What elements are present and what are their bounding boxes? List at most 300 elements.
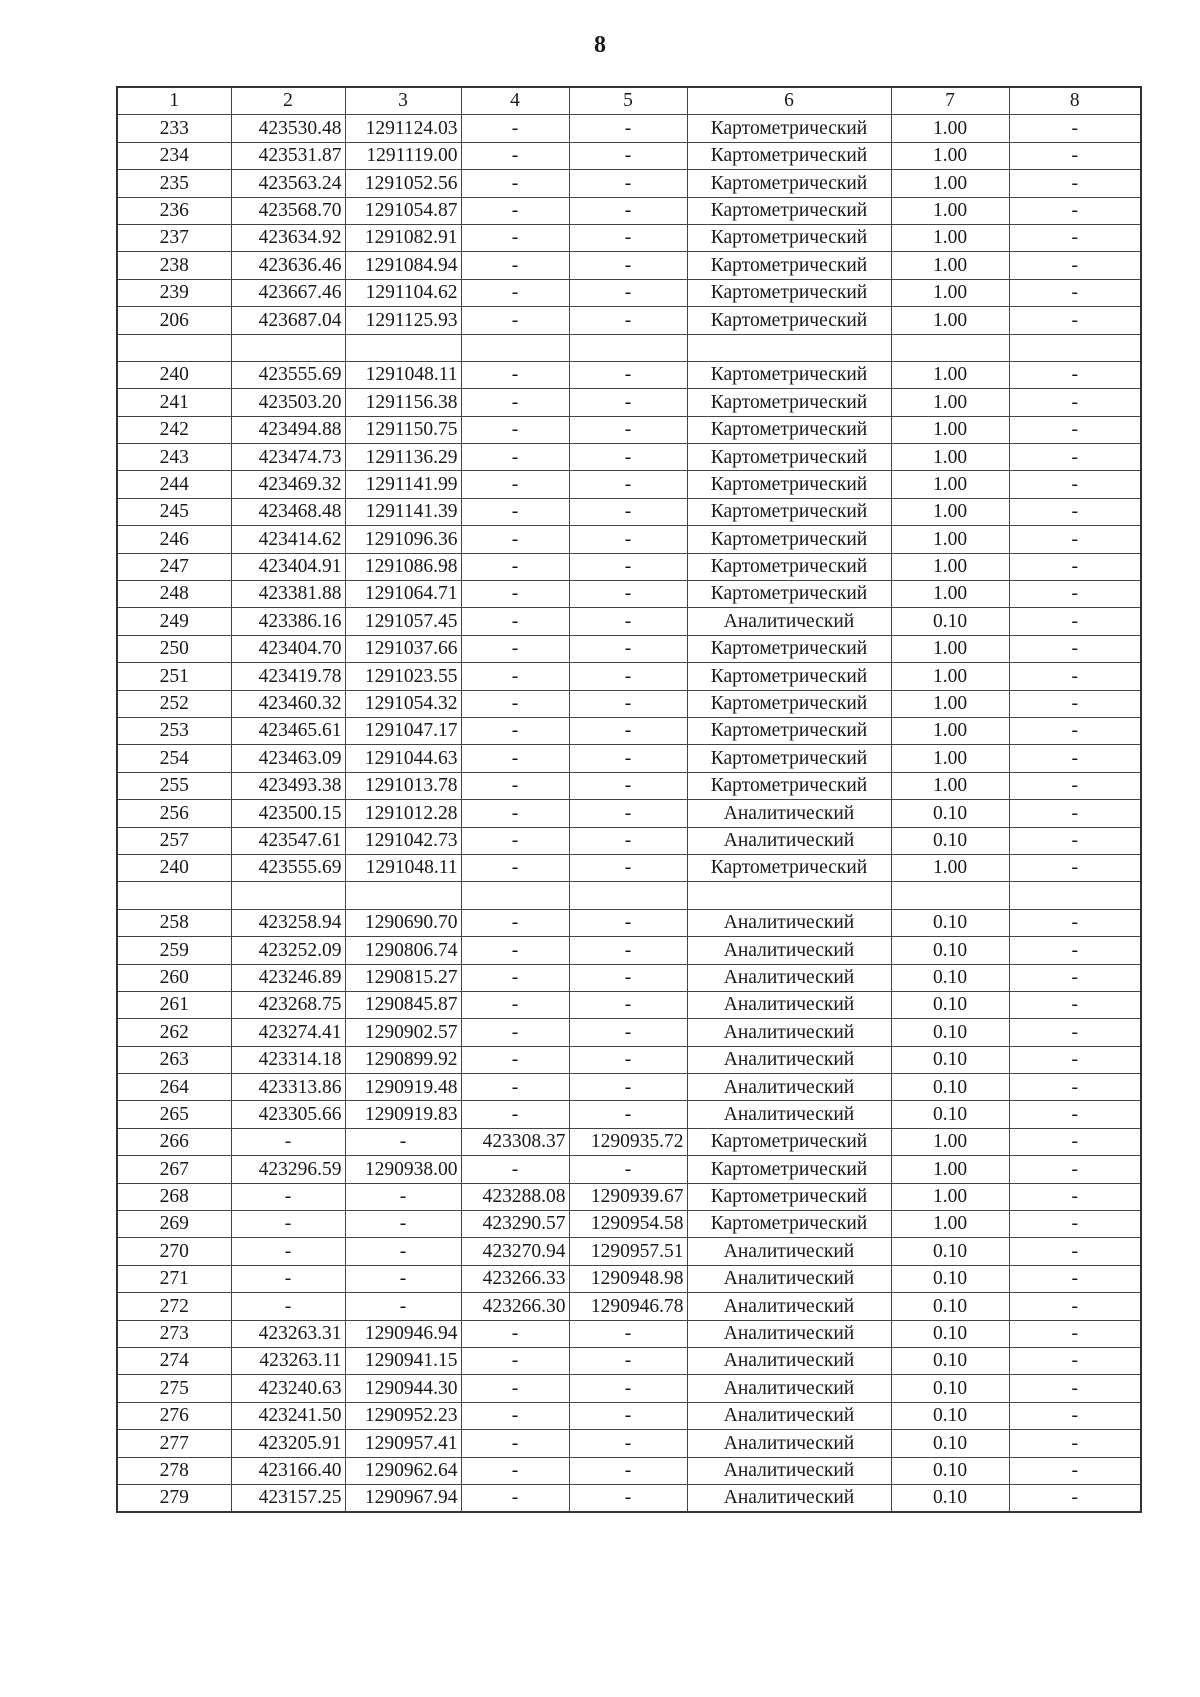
table-cell-col-7: 1.00 — [891, 635, 1009, 662]
table-cell-col-1: 247 — [117, 553, 231, 580]
table-cell-col-2: 423500.15 — [231, 800, 345, 827]
table-cell-col-1: 251 — [117, 663, 231, 690]
table-cell-col-8: - — [1009, 1347, 1141, 1374]
table-cell-col-6: Аналитический — [687, 608, 891, 635]
table-cell-col-6: Аналитический — [687, 909, 891, 936]
table-row — [117, 937, 1141, 964]
table-row — [117, 1430, 1141, 1457]
table-cell-col-6: Картометрический — [687, 224, 891, 251]
table-cell-col-4: - — [461, 772, 569, 799]
table-cell-col-3: 1290902.57 — [345, 1019, 461, 1046]
table-cell-col-8: - — [1009, 1375, 1141, 1402]
table-cell-col-4: - — [461, 498, 569, 525]
table-cell-col-1: 242 — [117, 416, 231, 443]
table-cell-col-8: - — [1009, 745, 1141, 772]
table-cell-col-2: 423296.59 — [231, 1156, 345, 1183]
table-row — [117, 416, 1141, 443]
table-cell-col-3: 1291064.71 — [345, 581, 461, 608]
table-row — [117, 115, 1141, 142]
table-cell-col-3: 1291012.28 — [345, 800, 461, 827]
table-cell-col-8: - — [1009, 581, 1141, 608]
table-cell-col-3: 1291013.78 — [345, 772, 461, 799]
table-cell-col-7: 1.00 — [891, 307, 1009, 334]
table-cell-col-6: Картометрический — [687, 1211, 891, 1238]
table-cell-col-8: - — [1009, 1211, 1141, 1238]
table-cell-col-1: 248 — [117, 581, 231, 608]
table-cell-col-2: 423460.32 — [231, 690, 345, 717]
table-cell-col-7: 1.00 — [891, 444, 1009, 471]
table-cell-col-1: 254 — [117, 745, 231, 772]
table-cell-col-7: 0.10 — [891, 827, 1009, 854]
table-cell-col-1: 279 — [117, 1484, 231, 1512]
table-cell-col-6: Аналитический — [687, 991, 891, 1018]
table-cell-col-8: - — [1009, 1320, 1141, 1347]
table-cell-col-8: - — [1009, 1293, 1141, 1320]
table-cell-col-3: 1290944.30 — [345, 1375, 461, 1402]
table-cell-col-6: Картометрический — [687, 690, 891, 717]
table-cell-col-3: 1291141.99 — [345, 471, 461, 498]
table-cell-col-4: 423290.57 — [461, 1211, 569, 1238]
table-cell-col-1: 275 — [117, 1375, 231, 1402]
table-row — [117, 1457, 1141, 1484]
table-cell-col-4: - — [461, 416, 569, 443]
table-cell-col-1: 272 — [117, 1293, 231, 1320]
table-cell-col-2: 423404.70 — [231, 635, 345, 662]
table-cell-col-7: 1.00 — [891, 663, 1009, 690]
table-row — [117, 361, 1141, 388]
table-cell-col-2: 423263.31 — [231, 1320, 345, 1347]
table-cell-col-6: Картометрический — [687, 745, 891, 772]
table-cell-col-6: Аналитический — [687, 1430, 891, 1457]
table-row — [117, 1101, 1141, 1128]
table-cell-col-4: - — [461, 581, 569, 608]
table-cell-col-4: 423266.30 — [461, 1293, 569, 1320]
table-cell-col-4: - — [461, 635, 569, 662]
table-cell-col-1: 258 — [117, 909, 231, 936]
table-row — [117, 1156, 1141, 1183]
table-cell-col-6: Картометрический — [687, 252, 891, 279]
table-cell-col-7: 0.10 — [891, 1293, 1009, 1320]
table-cell-col-7: 0.10 — [891, 1238, 1009, 1265]
table-cell-col-8: - — [1009, 1101, 1141, 1128]
table-row — [117, 1484, 1141, 1512]
table-cell-col-6 — [687, 334, 891, 361]
table-cell-col-3: 1290815.27 — [345, 964, 461, 991]
table-cell-col-5: - — [569, 307, 687, 334]
table-cell-col-4: - — [461, 1101, 569, 1128]
table-cell-col-5: - — [569, 800, 687, 827]
table-row — [117, 252, 1141, 279]
table-cell-col-1: 257 — [117, 827, 231, 854]
table-row — [117, 1265, 1141, 1292]
table-cell-col-6: Аналитический — [687, 964, 891, 991]
table-cell-col-8: - — [1009, 197, 1141, 224]
column-header-8: 8 — [1009, 87, 1141, 115]
table-cell-col-4: - — [461, 279, 569, 306]
table-row — [117, 800, 1141, 827]
table-cell-col-2: - — [231, 1183, 345, 1210]
table-cell-col-3: 1291104.62 — [345, 279, 461, 306]
table-row — [117, 964, 1141, 991]
table-cell-col-4: 423308.37 — [461, 1128, 569, 1155]
table-cell-col-2: 423474.73 — [231, 444, 345, 471]
table-cell-col-2: 423463.09 — [231, 745, 345, 772]
table-cell-col-7: 0.10 — [891, 1402, 1009, 1429]
table-cell-col-5: - — [569, 1402, 687, 1429]
table-cell-col-4: 423266.33 — [461, 1265, 569, 1292]
table-cell-col-5: - — [569, 1101, 687, 1128]
table-cell-col-5: - — [569, 416, 687, 443]
table-cell-col-3: 1291156.38 — [345, 389, 461, 416]
table-cell-col-4: - — [461, 471, 569, 498]
table-cell-col-6: Картометрический — [687, 471, 891, 498]
table-cell-col-2: 423205.91 — [231, 1430, 345, 1457]
table-cell-col-5: - — [569, 471, 687, 498]
table-cell-col-5: - — [569, 142, 687, 169]
table-cell-col-6: Картометрический — [687, 663, 891, 690]
table-cell-col-2: 423469.32 — [231, 471, 345, 498]
table-cell-col-4: - — [461, 1457, 569, 1484]
table-cell-col-5: - — [569, 964, 687, 991]
table-cell-col-4: - — [461, 197, 569, 224]
table-cell-col-6: Аналитический — [687, 1293, 891, 1320]
table-cell-col-3: 1291037.66 — [345, 635, 461, 662]
column-header-4: 4 — [461, 87, 569, 115]
table-cell-col-1: 274 — [117, 1347, 231, 1374]
table-cell-col-8: - — [1009, 361, 1141, 388]
table-cell-col-3: - — [345, 1211, 461, 1238]
table-cell-col-3: 1290941.15 — [345, 1347, 461, 1374]
table-cell-col-7: 1.00 — [891, 1183, 1009, 1210]
table-cell-col-2: 423547.61 — [231, 827, 345, 854]
table-cell-col-1: 235 — [117, 170, 231, 197]
table-cell-col-6: Картометрический — [687, 416, 891, 443]
table-cell-col-1: 262 — [117, 1019, 231, 1046]
table-cell-col-7: 1.00 — [891, 197, 1009, 224]
table-cell-col-6: Картометрический — [687, 444, 891, 471]
table-cell-col-7: 0.10 — [891, 991, 1009, 1018]
table-cell-col-7: 1.00 — [891, 526, 1009, 553]
table-cell-col-1: 250 — [117, 635, 231, 662]
table-cell-col-2: - — [231, 1265, 345, 1292]
table-cell-col-7: 1.00 — [891, 854, 1009, 881]
table-cell-col-5: 1290935.72 — [569, 1128, 687, 1155]
table-cell-col-5: - — [569, 498, 687, 525]
table-cell-col-2: 423555.69 — [231, 361, 345, 388]
table-cell-col-4: - — [461, 800, 569, 827]
table-cell-col-6: Картометрический — [687, 361, 891, 388]
table-row — [117, 498, 1141, 525]
table-cell-col-3: 1291023.55 — [345, 663, 461, 690]
table-cell-col-8: - — [1009, 1074, 1141, 1101]
table-cell-col-4: - — [461, 252, 569, 279]
table-row — [117, 553, 1141, 580]
table-row — [117, 197, 1141, 224]
table-cell-col-3: 1291047.17 — [345, 717, 461, 744]
table-cell-col-6: Аналитический — [687, 1074, 891, 1101]
table-cell-col-3: - — [345, 1183, 461, 1210]
table-cell-col-3: 1290806.74 — [345, 937, 461, 964]
separator-row — [117, 882, 1141, 909]
table-cell-col-6: Картометрический — [687, 581, 891, 608]
table-cell-col-3 — [345, 882, 461, 909]
table-cell-col-1 — [117, 882, 231, 909]
table-cell-col-3: 1291150.75 — [345, 416, 461, 443]
table-cell-col-1: 273 — [117, 1320, 231, 1347]
table-cell-col-5: - — [569, 1457, 687, 1484]
table-row — [117, 1183, 1141, 1210]
table-cell-col-7: 0.10 — [891, 1457, 1009, 1484]
table-cell-col-6: Картометрический — [687, 142, 891, 169]
table-cell-col-8: - — [1009, 279, 1141, 306]
table-cell-col-4: - — [461, 854, 569, 881]
table-row — [117, 581, 1141, 608]
table-row — [117, 279, 1141, 306]
table-cell-col-8: - — [1009, 635, 1141, 662]
table-cell-col-6: Картометрический — [687, 1183, 891, 1210]
table-cell-col-1: 264 — [117, 1074, 231, 1101]
table-cell-col-5: - — [569, 772, 687, 799]
table-cell-col-2: 423258.94 — [231, 909, 345, 936]
table-cell-col-4: - — [461, 608, 569, 635]
table-cell-col-4: - — [461, 389, 569, 416]
table-cell-col-7: 1.00 — [891, 553, 1009, 580]
table-cell-col-8: - — [1009, 1457, 1141, 1484]
table-cell-col-1 — [117, 334, 231, 361]
table-cell-col-7: 1.00 — [891, 1211, 1009, 1238]
table-cell-col-5 — [569, 882, 687, 909]
table-cell-col-1: 206 — [117, 307, 231, 334]
table-cell-col-4: - — [461, 1430, 569, 1457]
table-cell-col-4: - — [461, 444, 569, 471]
table-row — [117, 1046, 1141, 1073]
table-cell-col-7: 1.00 — [891, 170, 1009, 197]
table-cell-col-8: - — [1009, 1183, 1141, 1210]
table-cell-col-5: - — [569, 115, 687, 142]
table-cell-col-3: - — [345, 1265, 461, 1292]
table-row — [117, 854, 1141, 881]
table-cell-col-7: 0.10 — [891, 1101, 1009, 1128]
column-header-5: 5 — [569, 87, 687, 115]
table-cell-col-8: - — [1009, 909, 1141, 936]
table-cell-col-6: Аналитический — [687, 1484, 891, 1512]
coordinates-table — [116, 86, 1142, 1513]
table-cell-col-6: Картометрический — [687, 553, 891, 580]
column-header-1: 1 — [117, 87, 231, 115]
table-cell-col-3: 1291054.87 — [345, 197, 461, 224]
table-cell-col-4: - — [461, 224, 569, 251]
table-cell-col-8: - — [1009, 1402, 1141, 1429]
table-cell-col-5: - — [569, 745, 687, 772]
table-cell-col-3: 1291048.11 — [345, 361, 461, 388]
table-cell-col-7: 1.00 — [891, 389, 1009, 416]
table-cell-col-6: Картометрический — [687, 1128, 891, 1155]
table-cell-col-4: - — [461, 827, 569, 854]
table-row — [117, 1019, 1141, 1046]
table-cell-col-1: 252 — [117, 690, 231, 717]
table-cell-col-2: 423667.46 — [231, 279, 345, 306]
table-row — [117, 745, 1141, 772]
table-cell-col-7: 1.00 — [891, 142, 1009, 169]
table-cell-col-8: - — [1009, 416, 1141, 443]
column-header-2: 2 — [231, 87, 345, 115]
table-cell-col-5: - — [569, 1430, 687, 1457]
table-cell-col-5: - — [569, 854, 687, 881]
table-cell-col-8: - — [1009, 991, 1141, 1018]
table-cell-col-3: 1291044.63 — [345, 745, 461, 772]
table-cell-col-5: - — [569, 252, 687, 279]
table-cell-col-2: 423419.78 — [231, 663, 345, 690]
table-cell-col-1: 237 — [117, 224, 231, 251]
table-row — [117, 224, 1141, 251]
table-cell-col-1: 236 — [117, 197, 231, 224]
table-cell-col-1: 249 — [117, 608, 231, 635]
table-cell-col-7: 0.10 — [891, 1430, 1009, 1457]
table-cell-col-4: - — [461, 1019, 569, 1046]
table-cell-col-2: 423634.92 — [231, 224, 345, 251]
table-cell-col-6: Аналитический — [687, 1238, 891, 1265]
table-cell-col-5: - — [569, 690, 687, 717]
table-cell-col-1: 243 — [117, 444, 231, 471]
table-cell-col-2: 423386.16 — [231, 608, 345, 635]
column-header-3: 3 — [345, 87, 461, 115]
table-cell-col-4: - — [461, 1320, 569, 1347]
table-cell-col-4: - — [461, 909, 569, 936]
table-cell-col-6: Аналитический — [687, 1375, 891, 1402]
table-row — [117, 690, 1141, 717]
table-cell-col-4: - — [461, 991, 569, 1018]
table-row — [117, 608, 1141, 635]
table-cell-col-5: 1290939.67 — [569, 1183, 687, 1210]
table-cell-col-5: 1290954.58 — [569, 1211, 687, 1238]
table-row — [117, 991, 1141, 1018]
table-cell-col-2: 423268.75 — [231, 991, 345, 1018]
table-cell-col-5: - — [569, 444, 687, 471]
table-cell-col-6: Аналитический — [687, 1402, 891, 1429]
table-row — [117, 1074, 1141, 1101]
table-cell-col-4: - — [461, 964, 569, 991]
table-cell-col-8: - — [1009, 115, 1141, 142]
table-cell-col-5: - — [569, 279, 687, 306]
table-cell-col-7: 0.10 — [891, 1265, 1009, 1292]
table-cell-col-1: 271 — [117, 1265, 231, 1292]
table-cell-col-4: - — [461, 717, 569, 744]
table-cell-col-2: 423555.69 — [231, 854, 345, 881]
table-cell-col-2: - — [231, 1238, 345, 1265]
table-cell-col-6: Картометрический — [687, 1156, 891, 1183]
table-cell-col-1: 233 — [117, 115, 231, 142]
separator-row — [117, 334, 1141, 361]
table-cell-col-3: 1291048.11 — [345, 854, 461, 881]
table-cell-col-5: 1290957.51 — [569, 1238, 687, 1265]
table-cell-col-8: - — [1009, 252, 1141, 279]
table-cell-col-5: - — [569, 1156, 687, 1183]
table-cell-col-7: 1.00 — [891, 252, 1009, 279]
table-cell-col-1: 240 — [117, 854, 231, 881]
table-cell-col-5: - — [569, 361, 687, 388]
table-cell-col-3: - — [345, 1238, 461, 1265]
table-cell-col-7: 1.00 — [891, 717, 1009, 744]
table-cell-col-8: - — [1009, 964, 1141, 991]
table-cell-col-3: 1291084.94 — [345, 252, 461, 279]
table-cell-col-3: 1290962.64 — [345, 1457, 461, 1484]
table-cell-col-3: - — [345, 1128, 461, 1155]
column-header-6: 6 — [687, 87, 891, 115]
table-cell-col-2: 423157.25 — [231, 1484, 345, 1512]
table-cell-col-4: - — [461, 1402, 569, 1429]
table-cell-col-4: - — [461, 937, 569, 964]
table-row — [117, 1402, 1141, 1429]
table-cell-col-7: 1.00 — [891, 745, 1009, 772]
table-cell-col-6: Картометрический — [687, 389, 891, 416]
table-cell-col-2: 423404.91 — [231, 553, 345, 580]
table-cell-col-6: Аналитический — [687, 1265, 891, 1292]
table-row — [117, 389, 1141, 416]
table-cell-col-4: - — [461, 1074, 569, 1101]
table-cell-col-1: 277 — [117, 1430, 231, 1457]
table-cell-col-2: 423563.24 — [231, 170, 345, 197]
table-cell-col-8: - — [1009, 937, 1141, 964]
table-cell-col-4: - — [461, 745, 569, 772]
table-cell-col-4: 423270.94 — [461, 1238, 569, 1265]
table-cell-col-3: 1290952.23 — [345, 1402, 461, 1429]
table-row — [117, 663, 1141, 690]
table-cell-col-5: - — [569, 1019, 687, 1046]
table-cell-col-6: Аналитический — [687, 1457, 891, 1484]
table-cell-col-2: - — [231, 1293, 345, 1320]
table-cell-col-7: 0.10 — [891, 1320, 1009, 1347]
table-cell-col-5: 1290948.98 — [569, 1265, 687, 1292]
table-cell-col-5: - — [569, 1074, 687, 1101]
table-row — [117, 1347, 1141, 1374]
table-cell-col-6: Аналитический — [687, 1320, 891, 1347]
table-cell-col-8: - — [1009, 170, 1141, 197]
table-cell-col-8 — [1009, 882, 1141, 909]
table-cell-col-5 — [569, 334, 687, 361]
table-cell-col-3: 1291052.56 — [345, 170, 461, 197]
table-cell-col-2: 423314.18 — [231, 1046, 345, 1073]
table-cell-col-5: - — [569, 526, 687, 553]
table-cell-col-7: 0.10 — [891, 937, 1009, 964]
table-row — [117, 1293, 1141, 1320]
table-cell-col-2: 423313.86 — [231, 1074, 345, 1101]
table-cell-col-5: - — [569, 635, 687, 662]
table-cell-col-8: - — [1009, 1238, 1141, 1265]
table-cell-col-1: 256 — [117, 800, 231, 827]
table-cell-col-2: 423166.40 — [231, 1457, 345, 1484]
table-cell-col-5: - — [569, 224, 687, 251]
table-cell-col-3: 1291136.29 — [345, 444, 461, 471]
table-row — [117, 772, 1141, 799]
table-cell-col-4: - — [461, 115, 569, 142]
table-cell-col-2: - — [231, 1128, 345, 1155]
table-cell-col-4: 423288.08 — [461, 1183, 569, 1210]
table-cell-col-3: 1290690.70 — [345, 909, 461, 936]
table-row — [117, 1320, 1141, 1347]
table-cell-col-3: 1291082.91 — [345, 224, 461, 251]
table-cell-col-5: - — [569, 663, 687, 690]
table-cell-col-8: - — [1009, 800, 1141, 827]
table-cell-col-7: 1.00 — [891, 772, 1009, 799]
table-cell-col-7: 1.00 — [891, 1156, 1009, 1183]
table-row — [117, 827, 1141, 854]
table-cell-col-4: - — [461, 553, 569, 580]
table-cell-col-5: - — [569, 717, 687, 744]
table-cell-col-6: Аналитический — [687, 1019, 891, 1046]
table-cell-col-2: 423305.66 — [231, 1101, 345, 1128]
table-cell-col-6: Аналитический — [687, 800, 891, 827]
table-cell-col-6: Аналитический — [687, 827, 891, 854]
